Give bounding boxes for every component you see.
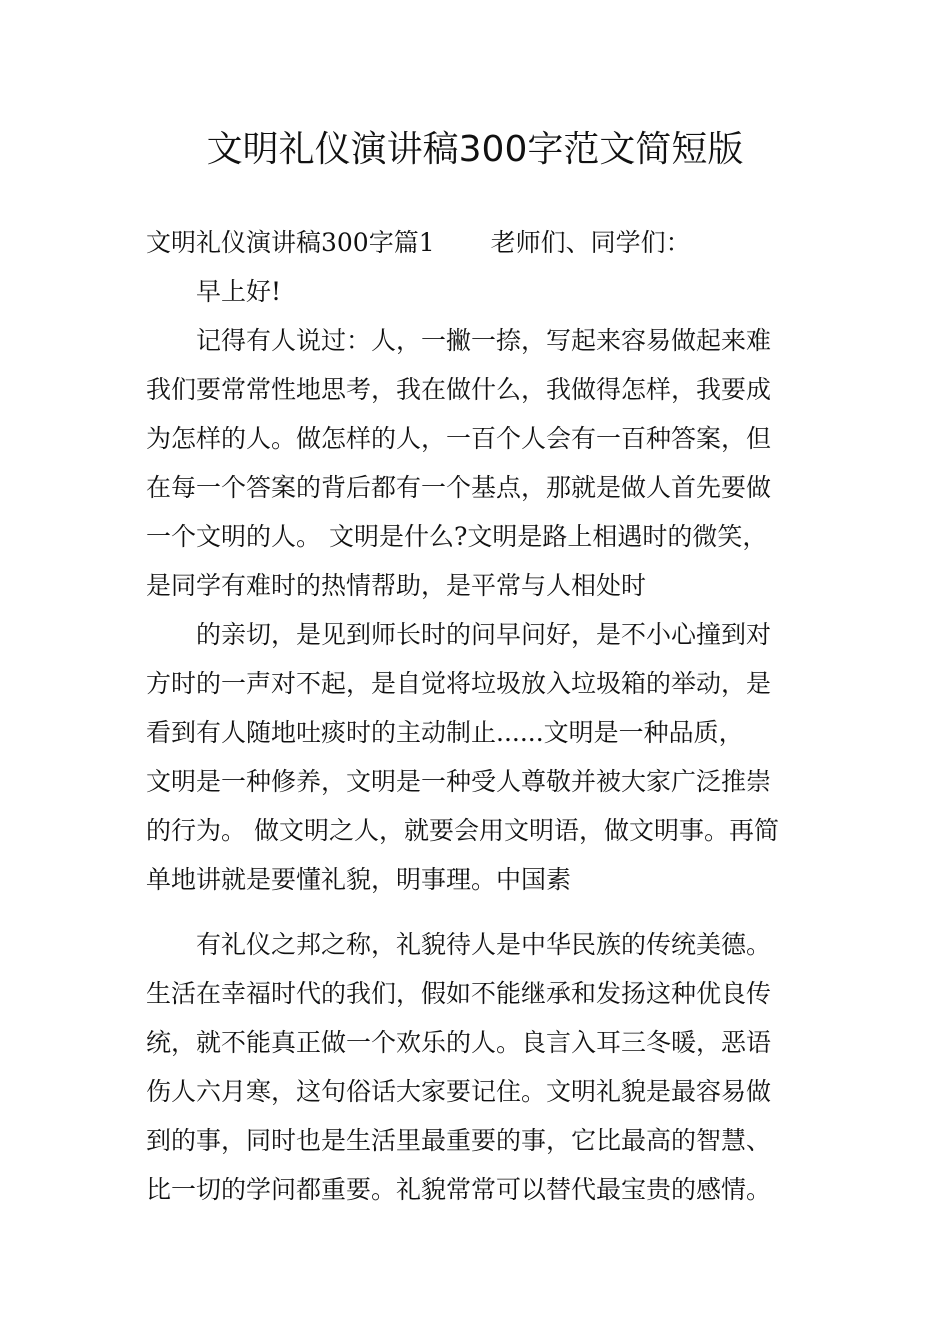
paragraph-line: 方时的一声对不起，是自觉将垃圾放入垃圾箱的举动，是 — [146, 669, 772, 698]
greeting: 早上好! — [196, 277, 282, 306]
paragraph-line: 在每一个答案的背后都有一个基点，那就是做人首先要做 — [146, 473, 772, 502]
paragraph-line: 生活在幸福时代的我们，假如不能继承和发扬这种优良传 — [146, 979, 772, 1008]
paragraph-line: 看到有人随地吐痰时的主动制止......文明是一种品质， — [146, 718, 744, 747]
speech-heading-line — [146, 218, 810, 267]
paragraph-line: 是同学有难时的热情帮助，是平常与人相处时 — [146, 571, 647, 600]
paragraph-line: 为怎样的人。做怎样的人，一百个人会有一百种答案，但 — [146, 424, 772, 453]
paragraph-line: 的行为。 做文明之人，就要会用文明语，做文明事。再简 — [146, 816, 779, 845]
paragraph-line: 文明是一种修养，文明是一种受人尊敬并被大家广泛推崇 — [146, 767, 772, 796]
document-title: 文明礼仪演讲稿300字范文简短版 — [206, 129, 744, 170]
salutation: 老师们、同学们： — [490, 228, 691, 257]
paragraph-line: 比一切的学问都重要。礼貌常常可以替代最宝贵的感情。 — [146, 1175, 772, 1204]
document-body-bottom — [146, 920, 810, 1214]
paragraph-line: 一个文明的人。 文明是什么?文明是路上相遇时的微笑， — [146, 522, 768, 551]
paragraph-line: 我们要常常性地思考，我在做什么，我做得怎样，我要成 — [146, 375, 772, 404]
paragraph-line: 的亲切，是见到师长时的问早问好，是不小心撞到对 — [196, 620, 772, 649]
paragraph-line: 单地讲就是要懂礼貌，明事理。中国素 — [146, 865, 572, 894]
paragraph-line: 到的事，同时也是生活里最重要的事，它比最高的智慧、 — [146, 1126, 772, 1155]
paragraph-line: 统，就不能真正做一个欢乐的人。良言入耳三冬暖，恶语 — [146, 1028, 772, 1057]
speech-heading: 文明礼仪演讲稿300字篇1 — [146, 228, 435, 257]
paragraph-line: 记得有人说过：人，一撇一捺，写起来容易做起来难 — [196, 326, 772, 355]
paragraph-line: 伤人六月寒，这句俗话大家要记住。文明礼貌是最容易做 — [146, 1077, 772, 1106]
paragraph-line: 有礼仪之邦之称，礼貌待人是中华民族的传统美德。 — [196, 930, 772, 959]
document-body-top — [146, 218, 810, 904]
